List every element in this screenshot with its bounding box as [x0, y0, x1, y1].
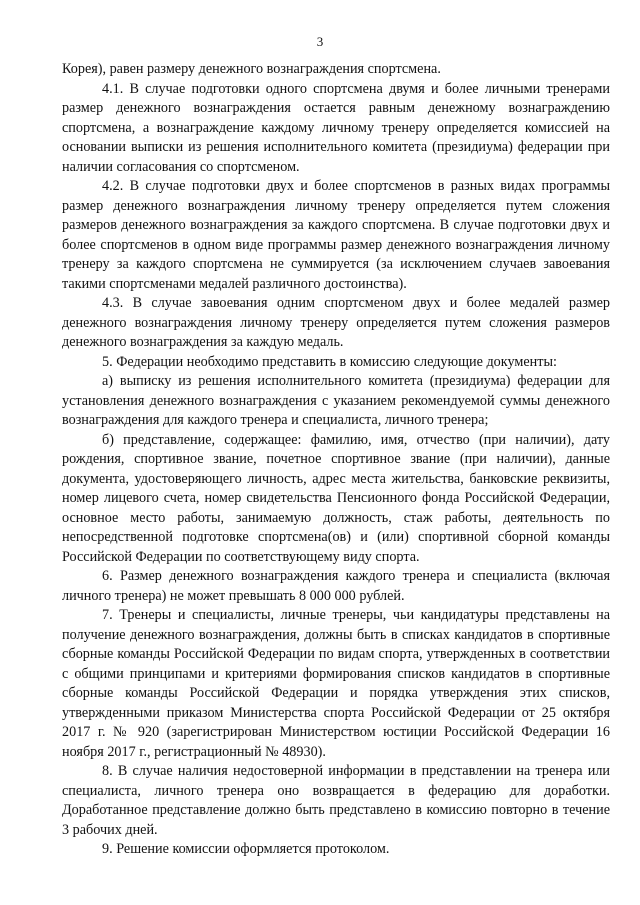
paragraph-5-b: б) представление, содержащее: фамилию, имя, отчество (при наличии), дату рождения, спортивное звание, почетное спортивное звание (при наличии), данные документа, удостоверяющего личность, адрес места жительства, банковские реквизиты, номер лицевого счета, номер свидетельства Пенсионного фонда Российской Федерации, основное место работы, занимаемую должность, стаж работы, деятельность по непосредственной подготовке спортсмена(ов) и (или) спортивной сборной команды Российской Федерации по соответствующему виду спорта.	[62, 431, 610, 565]
paragraph-5-a: а) выписку из решения исполнительного комитета (президиума) федерации для установления денежного вознаграждения с указанием рекомендуемой суммы денежного вознаграждения для каждого тренера и специалиста, личного тренера;	[62, 373, 610, 428]
paragraph-continuation: Корея), равен размеру денежного вознаграждения спортсмена.	[62, 61, 441, 77]
page-number: 3	[316, 34, 324, 49]
paragraph-9: 9. Решение комиссии оформляется протоколом.	[102, 841, 390, 857]
paragraph-4-2: 4.2. В случае подготовки двух и более спортсменов в разных видах программы размер денежного вознаграждения личному тренеру определяется путем сложения размеров денежного вознаграждения за каждого спортсмена. В случае подготовки двух и более спортсменов в одном виде программы размер денежного вознаграждения личному тренеру за каждого спортсмена не суммируется (за исключением случаев завоевания такими спортсменами медалей различного достоинства).	[62, 178, 610, 292]
paragraph-8: 8. В случае наличия недостоверной информации в представлении на тренера или специалиста, личного тренера оно возвращается в федерацию для доработки. Доработанное представление должно быть представлено в комиссию повторно в течение 3 рабочих дней.	[62, 763, 610, 838]
paragraph-5: 5. Федерации необходимо представить в комиссию следующие документы:	[102, 353, 557, 370]
paragraph-6: 6. Размер денежного вознаграждения каждого тренера и специалиста (включая личного тренера) не может превышать 8 000 000 рублей.	[62, 568, 610, 604]
document-body	[62, 60, 610, 860]
paragraph-4-1: 4.1. В случае подготовки одного спортсмена двумя и более личными тренерами размер денежного вознаграждения остается равным денежному вознаграждению спортсмена, а вознаграждение каждому личному тренеру определяется комиссией на основании выписки из решения исполнительного комитета (президиума) федерации при наличии согласования со спортсменом.	[62, 80, 610, 175]
paragraph-4-3: 4.3. В случае завоевания одним спортсменом двух и более медалей размер денежного вознаграждения личному тренеру определяется путем сложения размеров денежного вознаграждения за каждую медаль.	[62, 295, 610, 350]
paragraph-7: 7. Тренеры и специалисты, личные тренеры, чьи кандидатуры представлены на получение денежного вознаграждения, должны быть в списках кандидатов в спортивные сборные команды Российской Федерации по видам спорта, утвержденных в соответствии с общими принципами и критериями формирования списков кандидатов в спортивные сборные команды Российской Федерации и порядка утверждения этих списков, утвержденными приказом Министерства спорта Российской Федерации от 25 октября 2017 г. № 920 (зарегистрирован Министерством юстиции Российской Федерации 16 ноября 2017 г., регистрационный № 48930).	[62, 607, 610, 760]
